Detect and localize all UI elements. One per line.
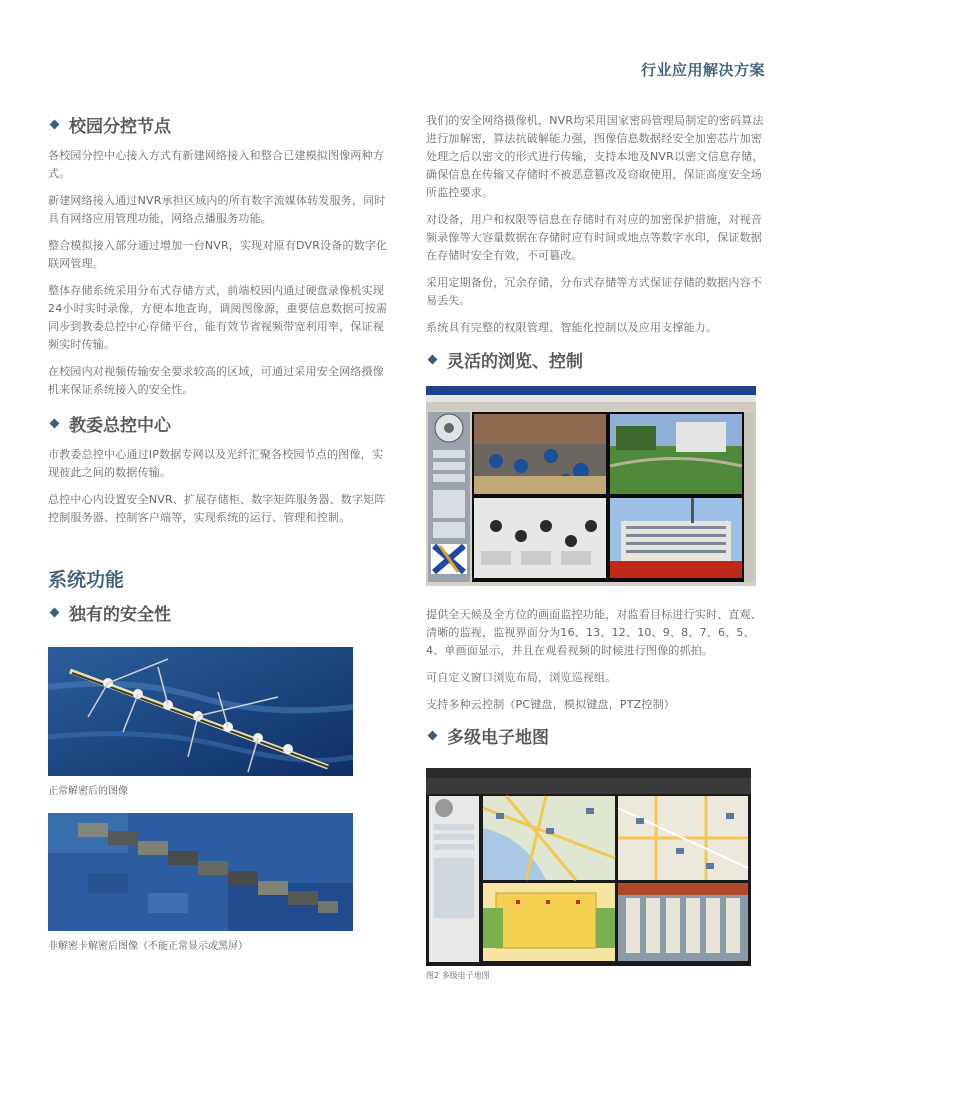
section-heading-security (48, 600, 388, 625)
paragraph: 市教委总控中心通过IP数据专网以及光纤汇聚各校园节点的图像，实现彼此之间的数据传输。 (48, 448, 384, 479)
monitoring-software-screenshot (426, 386, 766, 586)
rowing-image-pixelated (48, 813, 388, 931)
image-caption: 图2 多级电子地图 (426, 971, 490, 980)
paragraph: 在校园内对视频传输安全要求较高的区域，可通过采用安全网络摄像机来保证系统接入的安全性。 (48, 365, 384, 396)
paragraph: 可自定义窗口浏览布局，浏览巡视组。 (426, 671, 617, 684)
paragraph: 对设备，用户和权限等信息在存储时有对应的加密保护措施，对视音频录像等大容量数据在存储时应有时间或地点等数字水印，保证数据在存储时安全有效，不可篡改。 (426, 213, 762, 262)
page-header-title: 行业应用解决方案 (641, 61, 766, 79)
right-column (426, 112, 766, 981)
image-caption: 非解密卡解密后图像（不能正常显示或黑屏） (48, 941, 248, 952)
paragraph: 新建网络接入通过NVR承担区域内的所有数字流媒体转发服务，同时具有网络应用管理功能，网络点播服务功能。 (48, 194, 386, 225)
paragraph: 各校园分控中心接入方式有新建网络接入和整合已建模拟图像两种方式。 (48, 149, 384, 180)
diamond-bullet-icon (50, 608, 60, 618)
section-heading-text: 多级电子地图 (447, 728, 549, 748)
rowing-image-clear (48, 647, 388, 776)
diamond-bullet-icon (428, 355, 438, 365)
emap-software-screenshot (426, 768, 766, 981)
paragraph: 我们的安全网络摄像机，NVR均采用国家密码管理局制定的密码算法进行加解密，算法抗破解能力强，图像信息数据经安全加密芯片加密处理之后以密文的形式进行传输，支持本地及NVR以密文信息存储，确保信息在传输又存储时不被恶意篡改及窃取使用，保证高度安全场所监控要求。 (426, 114, 764, 199)
section-heading-emap (426, 723, 766, 748)
paragraph: 系统具有完整的权限管理、智能化控制以及应用支撑能力。 (426, 321, 718, 334)
diamond-bullet-icon (50, 120, 60, 130)
section-heading-text: 教委总控中心 (69, 416, 171, 436)
paragraph: 支持多种云控制（PC键盘，模拟键盘，PTZ控制） (426, 698, 676, 711)
paragraph: 整合模拟接入部分通过增加一台NVR，实现对原有DVR设备的数字化联网管理。 (48, 239, 388, 270)
paragraph: 采用定期备份，冗余存储，分布式存储等方式保证存储的数据内容不易丢失。 (426, 276, 762, 307)
left-column (48, 112, 388, 968)
section-heading-browse (426, 347, 766, 372)
paragraph: 总控中心内设置安全NVR、扩展存储柜、数字矩阵服务器、数字矩阵控制服务器、控制客户端等，实现系统的运行、管理和控制。 (48, 493, 386, 524)
section-heading-text: 独有的安全性 (69, 605, 171, 625)
paragraph: 提供全天候及全方位的画面监控功能，对监看目标进行实时、直观、清晰的监视，监视界面分为16、13、12、10、9、8、7、6、5、4、单画面显示，并且在观看视频的时候进行图像的抓拍。 (426, 608, 762, 657)
system-function-title: 系统功能 (48, 569, 125, 591)
section-heading-campus-node (48, 112, 388, 137)
section-heading-control-center (48, 411, 388, 436)
section-heading-text: 灵活的浏览、控制 (447, 352, 583, 372)
section-heading-text: 校园分控节点 (69, 117, 171, 137)
image-caption: 正常解密后的图像 (48, 786, 128, 797)
diamond-bullet-icon (50, 419, 60, 429)
diamond-bullet-icon (428, 731, 438, 741)
paragraph: 整体存储系统采用分布式存储方式，前端校园内通过硬盘录像机实现24小时实时录像，方便本地查询，调阅图像源，重要信息数据可按需同步到教委总控中心存储平台，能有效节省视频带宽利用率，保证视频实时传输。 (48, 284, 388, 351)
